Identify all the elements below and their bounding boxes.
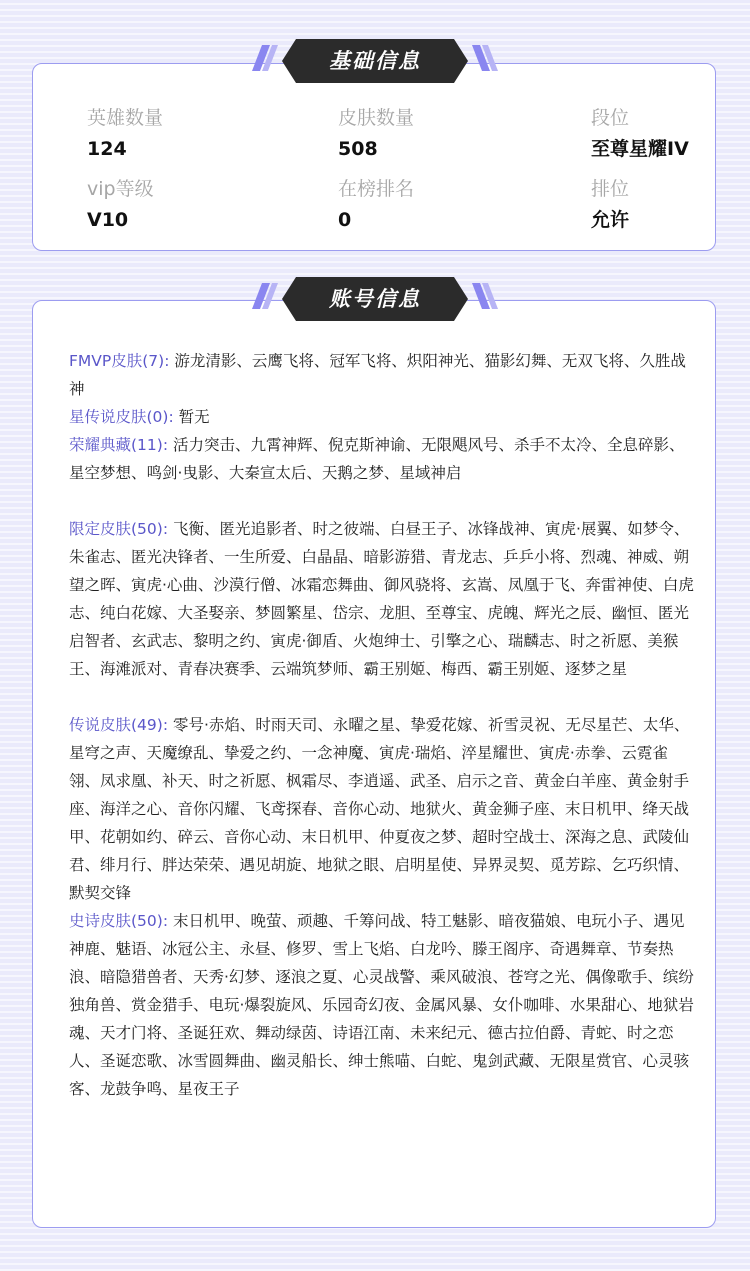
stat-label: 段位 bbox=[591, 107, 630, 129]
section-items: 暂无 bbox=[178, 408, 210, 426]
skin-section-epic bbox=[69, 907, 694, 1103]
basic-info-card bbox=[32, 63, 716, 251]
stat-skin-count bbox=[338, 104, 538, 163]
spacer bbox=[69, 487, 694, 515]
account-info-header bbox=[246, 275, 504, 323]
section-items: 活力突击、九霄神辉、倪克斯神谕、无限飓风号、杀手不太冷、全息碎影、星空梦想、鸣剑·曳影、大秦宣太后、天鹅之梦、星域神启 bbox=[69, 436, 685, 482]
stat-label: 英雄数量 bbox=[87, 107, 164, 129]
stat-value: 0 bbox=[338, 209, 352, 231]
section-label: FMVP皮肤(7): bbox=[69, 352, 170, 370]
section-title: 基础信息 bbox=[329, 49, 421, 73]
stat-label: vip等级 bbox=[87, 178, 154, 200]
stat-ranked-allowed bbox=[591, 175, 731, 234]
section-items: 飞衡、匿光追影者、时之彼端、白昼王子、冰锋战神、寅虎·展翼、如梦令、朱雀志、匿光决锋者、一生所爱、白晶晶、暗影游猎、青龙志、乒乒小将、烈魂、神威、朔望之晖、寅虎·心曲、沙漠行僧、冰霜恋舞曲、御风骁将、玄嵩、凤凰于飞、奔雷神使、白虎志、纯白花嫁、大圣娶亲、梦圆繁星、岱宗、龙胆、至尊宝、虎魄、辉光之辰、幽恒、匿光启智者、玄武志、黎明之约、寅虎·御盾、火炮绅士、引擎之心、瑞麟志、时之祈愿、美猴王、海滩派对、青春决赛季、云端筑梦师、霸王别姬、梅西、霸王别姬、逐梦之星 bbox=[69, 520, 694, 678]
stat-value: 508 bbox=[338, 138, 378, 160]
skin-section-star-legend bbox=[69, 403, 694, 431]
skin-section-legend bbox=[69, 711, 694, 907]
stat-hero-count bbox=[87, 104, 287, 163]
section-title: 账号信息 bbox=[329, 287, 421, 311]
skin-section-glory bbox=[69, 431, 694, 487]
stat-label: 皮肤数量 bbox=[338, 107, 415, 129]
stat-vip-level bbox=[87, 175, 287, 234]
stat-rank-tier bbox=[591, 104, 731, 163]
stat-value: 124 bbox=[87, 138, 127, 160]
stat-value: 至尊星耀IV bbox=[591, 138, 689, 160]
section-items: 零号·赤焰、时雨天司、永曜之星、挚爱花嫁、祈雪灵祝、无尽星芒、太华、星穹之声、天魔缭乱、挚爱之约、一念神魔、寅虎·瑞焰、淬星耀世、寅虎·赤拳、云霓雀翎、凤求凰、补天、时之祈愿、枫霜尽、李逍遥、武圣、启示之音、黄金白羊座、黄金射手座、海洋之心、音你闪耀、飞鸢探春、音你心动、地狱火、黄金狮子座、末日机甲、绛天战甲、花朝如约、碎云、音你心动、末日机甲、仲夏夜之梦、超时空战士、深海之息、武陵仙君、绯月行、胖达荣荣、遇见胡旋、地狱之眼、启明星使、异界灵契、觅芳踪、乞巧织情、默契交锋 bbox=[69, 716, 690, 902]
skin-section-limited bbox=[69, 515, 694, 683]
section-label: 荣耀典藏(11): bbox=[69, 436, 169, 454]
stat-label: 排位 bbox=[591, 178, 630, 200]
stat-label: 在榜排名 bbox=[338, 178, 415, 200]
stat-leaderboard-rank bbox=[338, 175, 538, 234]
account-info-card bbox=[32, 300, 716, 1228]
section-label: 星传说皮肤(0): bbox=[69, 408, 174, 426]
stat-value: 允许 bbox=[591, 209, 630, 231]
spacer bbox=[69, 683, 694, 711]
section-items: 末日机甲、晚萤、顽趣、千筹问战、特工魅影、暗夜猫娘、电玩小子、遇见神鹿、魅语、冰冠公主、永昼、修罗、雪上飞焰、白龙吟、滕王阁序、奇遇舞章、节奏热浪、暗隐猎兽者、天秀·幻梦、逐浪之夏、心灵战警、乘风破浪、苍穹之光、偶像歌手、缤纷独角兽、赏金猎手、电玩·爆裂旋风、乐园奇幻夜、金属风暴、女仆咖啡、水果甜心、地狱岩魂、天才门将、圣诞狂欢、舞动绿茵、诗语江南、未来纪元、德古拉伯爵、青蛇、时之恋人、圣诞恋歌、冰雪圆舞曲、幽灵船长、绅士熊喵、白蛇、鬼剑武藏、无限星赏官、心灵骇客、龙鼓争鸣、星夜王子 bbox=[69, 912, 694, 1098]
section-items: 游龙清影、云鹰飞将、冠军飞将、炽阳神光、猫影幻舞、无双飞将、久胜战神 bbox=[69, 352, 686, 398]
section-label: 传说皮肤(49): bbox=[69, 716, 169, 734]
stat-value: V10 bbox=[87, 209, 129, 231]
skin-list bbox=[69, 347, 694, 1103]
section-label: 限定皮肤(50): bbox=[69, 520, 169, 538]
basic-info-header bbox=[246, 37, 504, 85]
skin-section-fmvp bbox=[69, 347, 694, 403]
section-label: 史诗皮肤(50): bbox=[69, 912, 169, 930]
